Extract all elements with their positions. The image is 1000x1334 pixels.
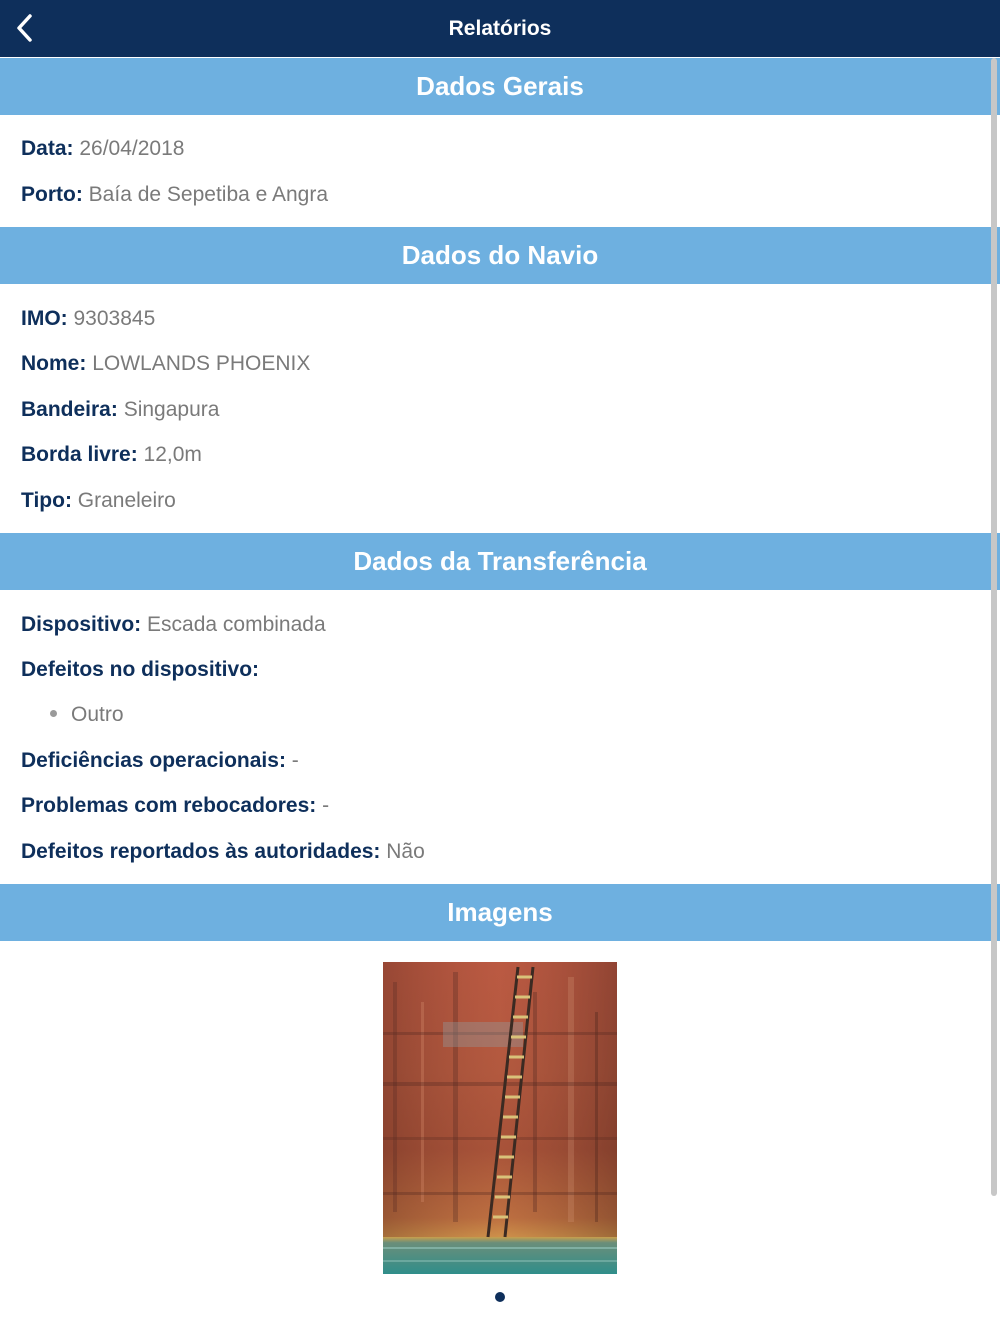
section-header-general: Dados Gerais: [0, 58, 1000, 115]
field-date: [21, 137, 184, 161]
field-value: 26/04/2018: [79, 137, 185, 160]
field-flag: [21, 398, 219, 422]
section-header-images: Imagens: [0, 884, 1000, 941]
field-name: [21, 352, 310, 376]
field-label: Defeitos no dispositivo:: [21, 658, 260, 681]
field-value: 9303845: [73, 307, 156, 330]
field-label: Dispositivo:: [21, 613, 142, 636]
field-operational-deficiencies: [21, 749, 299, 773]
field-freeboard: [21, 443, 202, 467]
back-button[interactable]: [6, 10, 42, 46]
field-device: [21, 613, 326, 637]
field-label: IMO:: [21, 307, 68, 330]
ship-hull-photo[interactable]: [383, 962, 617, 1274]
field-device-defects: [21, 658, 259, 682]
field-tugboat-problems: [21, 794, 329, 818]
field-label: Porto:: [21, 183, 83, 206]
field-label: Defeitos reportados às autoridades:: [21, 840, 381, 863]
page-indicator-dot[interactable]: [495, 1292, 505, 1302]
field-label: Bandeira:: [21, 398, 118, 421]
field-value: Graneleiro: [77, 489, 176, 512]
field-reported-defects: [21, 840, 425, 864]
field-label: Deficiências operacionais:: [21, 749, 286, 772]
page-title: Relatórios: [448, 17, 552, 40]
field-imo: [21, 307, 155, 331]
field-value: LOWLANDS PHOENIX: [92, 352, 311, 375]
section-header-transfer: Dados da Transferência: [0, 533, 1000, 590]
field-port: [21, 183, 328, 207]
field-value: Escada combinada: [147, 613, 326, 636]
nav-bar: [0, 0, 1000, 57]
field-value: Não: [386, 840, 425, 863]
bullet-icon: [50, 710, 57, 717]
field-label: Problemas com rebocadores:: [21, 794, 317, 817]
field-value: Singapura: [123, 398, 220, 421]
chevron-left-icon: [14, 13, 34, 43]
field-label: Tipo:: [21, 489, 72, 512]
field-type: [21, 489, 176, 513]
field-value: Baía de Sepetiba e Angra: [88, 183, 329, 206]
section-header-ship: Dados do Navio: [0, 227, 1000, 284]
field-label: Nome:: [21, 352, 87, 375]
field-value: -: [291, 749, 299, 772]
list-item-text: Outro: [71, 703, 124, 726]
field-label: Borda livre:: [21, 443, 138, 466]
field-label: Data:: [21, 137, 74, 160]
field-value: -: [322, 794, 330, 817]
scrollbar[interactable]: [991, 58, 997, 1196]
list-item: [50, 703, 124, 727]
field-value: 12,0m: [143, 443, 202, 466]
